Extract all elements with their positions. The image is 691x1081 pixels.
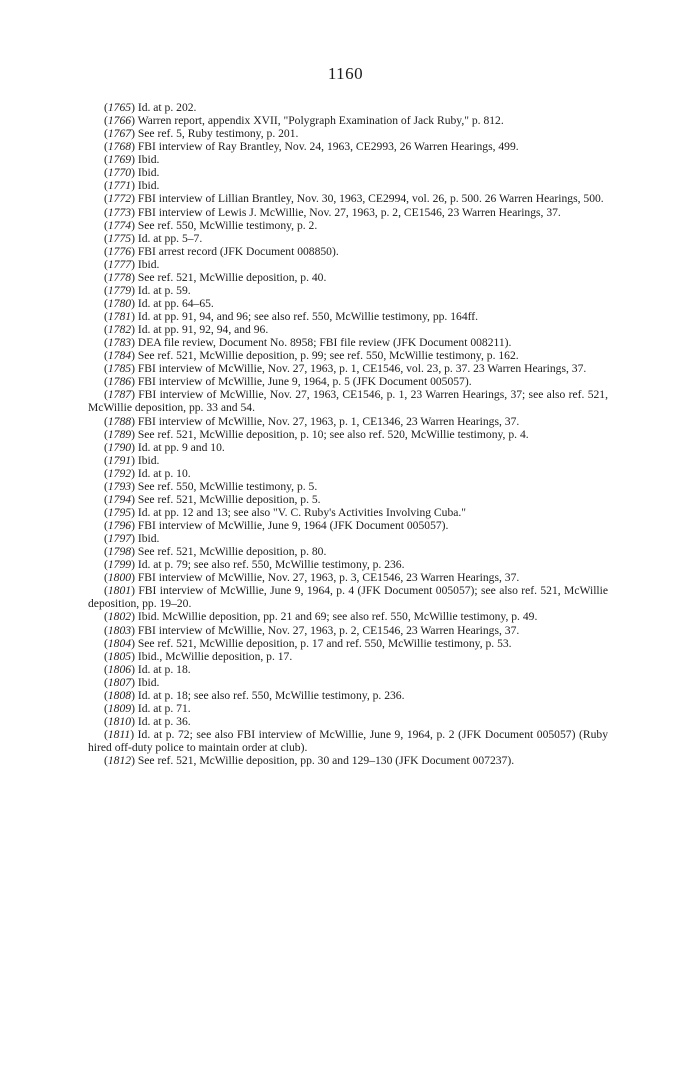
note-number: 1804 — [107, 636, 132, 650]
note-number: 1808 — [107, 688, 132, 702]
note-text: FBI interview of McWillie, Nov. 27, 1963, p. 1, CE1346, 23 Warren Hearings, 37. — [137, 414, 520, 428]
note-number: 1780 — [107, 296, 132, 310]
reference-note: (1795) Id. at pp. 12 and 13; see also "V. C. Ruby's Activities Involving Cuba." — [104, 505, 467, 519]
note-number: 1790 — [107, 440, 132, 454]
note-text: FBI interview of McWillie, Nov. 27, 1963, p. 2, CE1546, 23 Warren Hearings, 37. — [137, 623, 520, 637]
reference-note: (1774) See ref. 550, McWillie testimony, p. 2. — [104, 218, 318, 232]
note-text: See ref. 550, McWillie testimony, p. 2. — [137, 218, 318, 232]
reference-note: (1789) See ref. 521, McWillie deposition, p. 10; see also ref. 520, McWillie testimony, p. 4. — [104, 427, 529, 441]
note-number: 1783 — [107, 336, 132, 350]
note-text: Id. at pp. 5–7. — [137, 231, 203, 245]
note-number: 1786 — [107, 375, 132, 389]
note-number: 1796 — [107, 519, 132, 532]
note-text: FBI interview of Ray Brantley, Nov. 24, 1963, CE2993, 26 Warren Hearings, 499. — [137, 140, 519, 154]
note-number: 1777 — [107, 257, 132, 271]
note-text: Id. at p. 10. — [137, 466, 191, 480]
note-text: Id. at pp. 91, 92, 94, and 96. — [137, 323, 269, 337]
note-number: 1791 — [107, 453, 132, 467]
note-text: Id. at p. 71. — [137, 701, 191, 715]
note-number: 1797 — [107, 532, 132, 546]
note-text: See ref. 521, McWillie deposition, p. 40. — [137, 270, 327, 284]
note-text: See ref. 550, McWillie testimony, p. 5. — [137, 479, 318, 493]
note-text: Ibid., McWillie deposition, p. 17. — [137, 649, 293, 663]
note-text: Id. at p. 18. — [137, 662, 191, 676]
reference-note: (1790) Id. at pp. 9 and 10. — [104, 440, 225, 454]
reference-note: (1765) Id. at p. 202. — [104, 101, 197, 114]
reference-note: (1792) Id. at p. 10. — [104, 466, 191, 480]
reference-note: (1772) FBI interview of Lillian Brantley, Nov. 30, 1963, CE2994, vol. 26, p. 500. 26 Warren Hearings, 500. — [104, 192, 604, 206]
note-text: See ref. 521, McWillie deposition, p. 17 and ref. 550, McWillie testimony, p. 53. — [137, 636, 512, 650]
note-number: 1792 — [107, 466, 132, 480]
note-text: Id. at pp. 12 and 13; see also "V. C. Ruby's Activities Involving Cuba." — [137, 505, 467, 519]
note-text: Id. at p. 72; see also FBI interview of McWillie, June 9, 1964, p. 2 (JFK Document 005057) (Ruby hired off-duty police to maintain order at club). — [88, 728, 608, 755]
note-text: See ref. 521, McWillie deposition, p. 5. — [137, 492, 321, 506]
note-text: See ref. 521, McWillie deposition, pp. 30 and 129–130 (JFK Document 007237). — [137, 754, 515, 768]
note-number: 1773 — [107, 205, 132, 219]
note-number: 1775 — [107, 231, 132, 245]
note-text: FBI interview of McWillie, Nov. 27, 1963, CE1546, p. 1, 23 Warren Hearings, 37; see also ref. 521, McWillie deposition, pp. 33 and 54. — [88, 388, 609, 415]
note-number: 1795 — [107, 505, 132, 519]
note-number: 1788 — [107, 414, 132, 428]
note-text: FBI interview of McWillie, June 9, 1964, p. 5 (JFK Document 005057). — [137, 375, 472, 389]
note-number: 1769 — [107, 153, 132, 167]
note-text: See ref. 521, McWillie deposition, p. 80. — [137, 545, 327, 559]
note-number: 1798 — [107, 545, 132, 559]
note-text: Ibid. — [137, 179, 160, 193]
note-text: Id. at p. 36. — [137, 714, 191, 728]
reference-note: (1804) See ref. 521, McWillie deposition, p. 17 and ref. 550, McWillie testimony, p. 53. — [104, 636, 512, 650]
note-text: Id. at p. 18; see also ref. 550, McWillie testimony, p. 236. — [137, 688, 405, 702]
note-text: See ref. 5, Ruby testimony, p. 201. — [137, 127, 299, 141]
reference-note: (1791) Ibid. — [104, 453, 160, 467]
note-text: FBI interview of McWillie, Nov. 27, 1963, p. 3, CE1546, 23 Warren Hearings, 37. — [137, 571, 520, 585]
reference-note: (1778) See ref. 521, McWillie deposition, p. 40. — [104, 270, 327, 284]
note-number: 1765 — [107, 101, 132, 114]
note-number: 1805 — [107, 649, 132, 663]
note-number: 1767 — [107, 127, 132, 141]
note-number: 1810 — [107, 714, 132, 728]
reference-notes-list — [88, 101, 608, 767]
note-number: 1801 — [107, 584, 132, 598]
note-number: 1774 — [107, 218, 132, 232]
note-text: FBI interview of Lewis J. McWillie, Nov. 27, 1963, p. 2, CE1546, 23 Warren Hearings, 37. — [137, 205, 561, 219]
note-number: 1802 — [107, 610, 132, 624]
note-text: Id. at p. 202. — [137, 101, 197, 114]
reference-note: (1800) FBI interview of McWillie, Nov. 27, 1963, p. 3, CE1546, 23 Warren Hearings, 37. — [104, 571, 520, 585]
note-text: Id. at pp. 91, 94, and 96; see also ref. 550, McWillie testimony, pp. 164ff. — [137, 310, 479, 323]
note-number: 1782 — [107, 323, 132, 337]
note-text: Ibid. — [137, 675, 160, 689]
reference-note: (1808) Id. at p. 18; see also ref. 550, McWillie testimony, p. 236. — [104, 688, 405, 702]
note-number: 1781 — [107, 310, 132, 323]
note-number: 1794 — [107, 492, 132, 506]
note-number: 1772 — [107, 192, 132, 206]
note-number: 1803 — [107, 623, 132, 637]
note-text: Ibid. — [137, 532, 160, 546]
reference-note: (1775) Id. at pp. 5–7. — [104, 231, 203, 245]
reference-note: (1799) Id. at p. 79; see also ref. 550, McWillie testimony, p. 236. — [104, 558, 405, 572]
note-number: 1800 — [107, 571, 132, 585]
reference-note: (1767) See ref. 5, Ruby testimony, p. 201. — [104, 127, 299, 141]
reference-note: (1766) Warren report, appendix XVII, "Polygraph Examination of Jack Ruby," p. 812. — [104, 114, 504, 128]
note-text: FBI arrest record (JFK Document 008850). — [137, 244, 339, 258]
note-text: FBI interview of McWillie, June 9, 1964 (JFK Document 005057). — [137, 519, 449, 532]
reference-note: (1787) FBI interview of McWillie, Nov. 27, 1963, CE1546, p. 1, 23 Warren Hearings, 37; see also ref. 521, McWillie deposition, pp. 33 and 54. — [88, 388, 609, 415]
reference-note: (1779) Id. at p. 59. — [104, 283, 191, 297]
reference-note: (1801) FBI interview of McWillie, June 9, 1964, p. 4 (JFK Document 005057); see also ref. 521, McWillie deposition, pp. 19–20. — [88, 584, 609, 611]
reference-note: (1809) Id. at p. 71. — [104, 701, 191, 715]
note-text: FBI interview of Lillian Brantley, Nov. 30, 1963, CE2994, vol. 26, p. 500. 26 Warren Hearings, 500. — [137, 192, 604, 206]
reference-note: (1785) FBI interview of McWillie, Nov. 27, 1963, p. 1, CE1546, vol. 23, p. 37. 23 Warren Hearings, 37. — [104, 362, 587, 376]
note-text: Warren report, appendix XVII, "Polygraph Examination of Jack Ruby," p. 812. — [137, 114, 504, 128]
reference-note: (1783) DEA file review, Document No. 8958; FBI file review (JFK Document 008211). — [104, 336, 512, 350]
note-number: 1811 — [107, 728, 131, 741]
note-number: 1770 — [107, 166, 132, 180]
note-number: 1793 — [107, 479, 132, 493]
note-number: 1787 — [107, 388, 132, 402]
reference-note: (1805) Ibid., McWillie deposition, p. 17. — [104, 649, 293, 663]
reference-note: (1806) Id. at p. 18. — [104, 662, 191, 676]
note-number: 1789 — [107, 427, 132, 441]
note-text: Id. at pp. 9 and 10. — [137, 440, 225, 454]
reference-note: (1769) Ibid. — [104, 153, 160, 167]
reference-note: (1797) Ibid. — [104, 532, 160, 546]
reference-note: (1770) Ibid. — [104, 166, 160, 180]
reference-note: (1782) Id. at pp. 91, 92, 94, and 96. — [104, 323, 269, 337]
note-text: Ibid. McWillie deposition, pp. 21 and 69; see also ref. 550, McWillie testimony, p. 49. — [137, 610, 538, 624]
note-text: Ibid. — [137, 257, 160, 271]
note-number: 1785 — [107, 362, 132, 376]
reference-note: (1812) See ref. 521, McWillie deposition, pp. 30 and 129–130 (JFK Document 007237). — [104, 754, 515, 768]
reference-note: (1794) See ref. 521, McWillie deposition, p. 5. — [104, 492, 321, 506]
reference-note: (1811) Id. at p. 72; see also FBI interview of McWillie, June 9, 1964, p. 2 (JFK Document 005057) (Ruby hired off-duty police to maintain order at club). — [88, 728, 608, 755]
note-number: 1809 — [107, 701, 132, 715]
note-number: 1771 — [107, 179, 132, 193]
note-text: Ibid. — [137, 166, 160, 180]
note-number: 1807 — [107, 675, 132, 689]
reference-note: (1776) FBI arrest record (JFK Document 008850). — [104, 244, 339, 258]
page-number: 1160 — [327, 64, 364, 83]
note-text: DEA file review, Document No. 8958; FBI file review (JFK Document 008211). — [137, 336, 512, 350]
note-number: 1768 — [107, 140, 132, 154]
reference-note: (1777) Ibid. — [104, 257, 160, 271]
reference-note: (1786) FBI interview of McWillie, June 9, 1964, p. 5 (JFK Document 005057). — [104, 375, 472, 389]
reference-note: (1807) Ibid. — [104, 675, 160, 689]
note-text: Id. at p. 79; see also ref. 550, McWillie testimony, p. 236. — [137, 558, 405, 572]
reference-note: (1771) Ibid. — [104, 179, 160, 193]
reference-note: (1768) FBI interview of Ray Brantley, Nov. 24, 1963, CE2993, 26 Warren Hearings, 499. — [104, 140, 519, 154]
reference-note: (1781) Id. at pp. 91, 94, and 96; see also ref. 550, McWillie testimony, pp. 164ff. — [104, 310, 479, 323]
note-number: 1784 — [107, 349, 132, 363]
note-text: Ibid. — [137, 453, 160, 467]
note-text: Id. at p. 59. — [137, 283, 191, 297]
note-number: 1779 — [107, 283, 132, 297]
note-text: Ibid. — [137, 153, 160, 167]
note-number: 1812 — [107, 754, 132, 768]
note-text: See ref. 521, McWillie deposition, p. 10; see also ref. 520, McWillie testimony, p. 4. — [137, 427, 529, 441]
note-number: 1806 — [107, 662, 132, 676]
reference-note: (1780) Id. at pp. 64–65. — [104, 296, 214, 310]
reference-note: (1803) FBI interview of McWillie, Nov. 27, 1963, p. 2, CE1546, 23 Warren Hearings, 37. — [104, 623, 520, 637]
note-text: FBI interview of McWillie, June 9, 1964, p. 4 (JFK Document 005057); see also ref. 521, McWillie deposition, pp. 19–20. — [88, 584, 609, 611]
note-number: 1778 — [107, 270, 132, 284]
reference-note: (1788) FBI interview of McWillie, Nov. 27, 1963, p. 1, CE1346, 23 Warren Hearings, 37. — [104, 414, 520, 428]
reference-note: (1798) See ref. 521, McWillie deposition, p. 80. — [104, 545, 327, 559]
note-number: 1776 — [107, 244, 132, 258]
reference-note: (1802) Ibid. McWillie deposition, pp. 21 and 69; see also ref. 550, McWillie testimony, p. 49. — [104, 610, 538, 624]
note-text: FBI interview of McWillie, Nov. 27, 1963, p. 1, CE1546, vol. 23, p. 37. 23 Warren Hearings, 37. — [137, 362, 587, 376]
reference-note: (1784) See ref. 521, McWillie deposition, p. 99; see ref. 550, McWillie testimony, p. 162. — [104, 349, 519, 363]
reference-note: (1810) Id. at p. 36. — [104, 714, 191, 728]
reference-note: (1773) FBI interview of Lewis J. McWillie, Nov. 27, 1963, p. 2, CE1546, 23 Warren Hearings, 37. — [104, 205, 561, 219]
note-number: 1799 — [107, 558, 132, 572]
note-text: See ref. 521, McWillie deposition, p. 99; see ref. 550, McWillie testimony, p. 162. — [137, 349, 519, 363]
reference-note: (1793) See ref. 550, McWillie testimony, p. 5. — [104, 479, 318, 493]
note-number: 1766 — [107, 114, 132, 128]
reference-note: (1796) FBI interview of McWillie, June 9, 1964 (JFK Document 005057). — [104, 519, 449, 532]
note-text: Id. at pp. 64–65. — [137, 296, 214, 310]
